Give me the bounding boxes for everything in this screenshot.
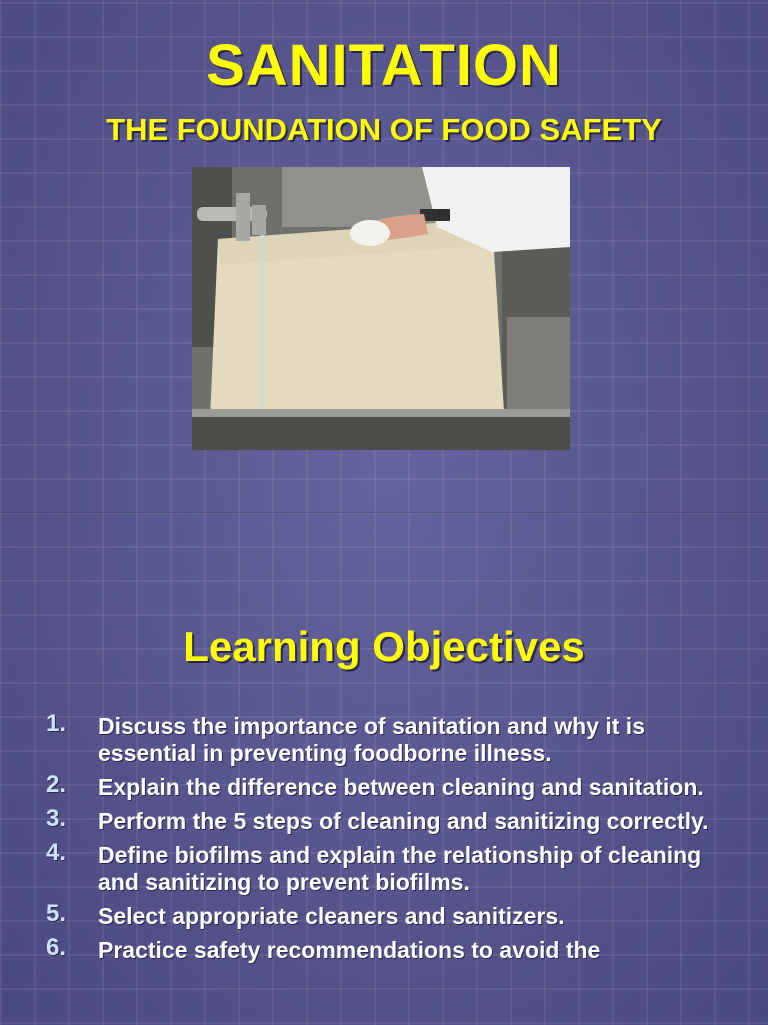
list-item-text: Practice safety recommendations to avoid the bbox=[98, 937, 601, 963]
list-item-number: 5. bbox=[46, 900, 67, 927]
sink-cleaning-photo bbox=[192, 167, 570, 450]
list-item bbox=[46, 710, 746, 767]
list-item bbox=[46, 934, 746, 964]
slide-1 bbox=[0, 0, 768, 512]
objectives-list bbox=[46, 710, 746, 971]
list-item-number: 4. bbox=[46, 839, 67, 866]
list-item-number: 6. bbox=[46, 934, 67, 961]
list-item-number: 2. bbox=[46, 771, 67, 798]
slide-2 bbox=[0, 512, 768, 1025]
list-item-text: Define biofilms and explain the relationship of cleaning and sanitizing to prevent biofilms. bbox=[98, 842, 702, 895]
learning-objectives-heading: Learning Objectives bbox=[183, 623, 585, 670]
list-item-text: Select appropriate cleaners and sanitizers. bbox=[98, 903, 565, 929]
list-item-number: 3. bbox=[46, 805, 67, 832]
list-item-text: Discuss the importance of sanitation and why it is essential in preventing foodborne illness. bbox=[98, 713, 645, 766]
list-item bbox=[46, 839, 746, 896]
list-item bbox=[46, 805, 746, 835]
list-item-text: Perform the 5 steps of cleaning and sanitizing correctly. bbox=[98, 808, 709, 834]
slide-subtitle: THE FOUNDATION OF FOOD SAFETY bbox=[106, 112, 662, 147]
slide-title: SANITATION bbox=[206, 33, 562, 98]
list-item bbox=[46, 900, 746, 930]
list-item-text: Explain the difference between cleaning and sanitation. bbox=[98, 774, 704, 800]
list-item-number: 1. bbox=[46, 710, 67, 737]
list-item bbox=[46, 771, 746, 801]
